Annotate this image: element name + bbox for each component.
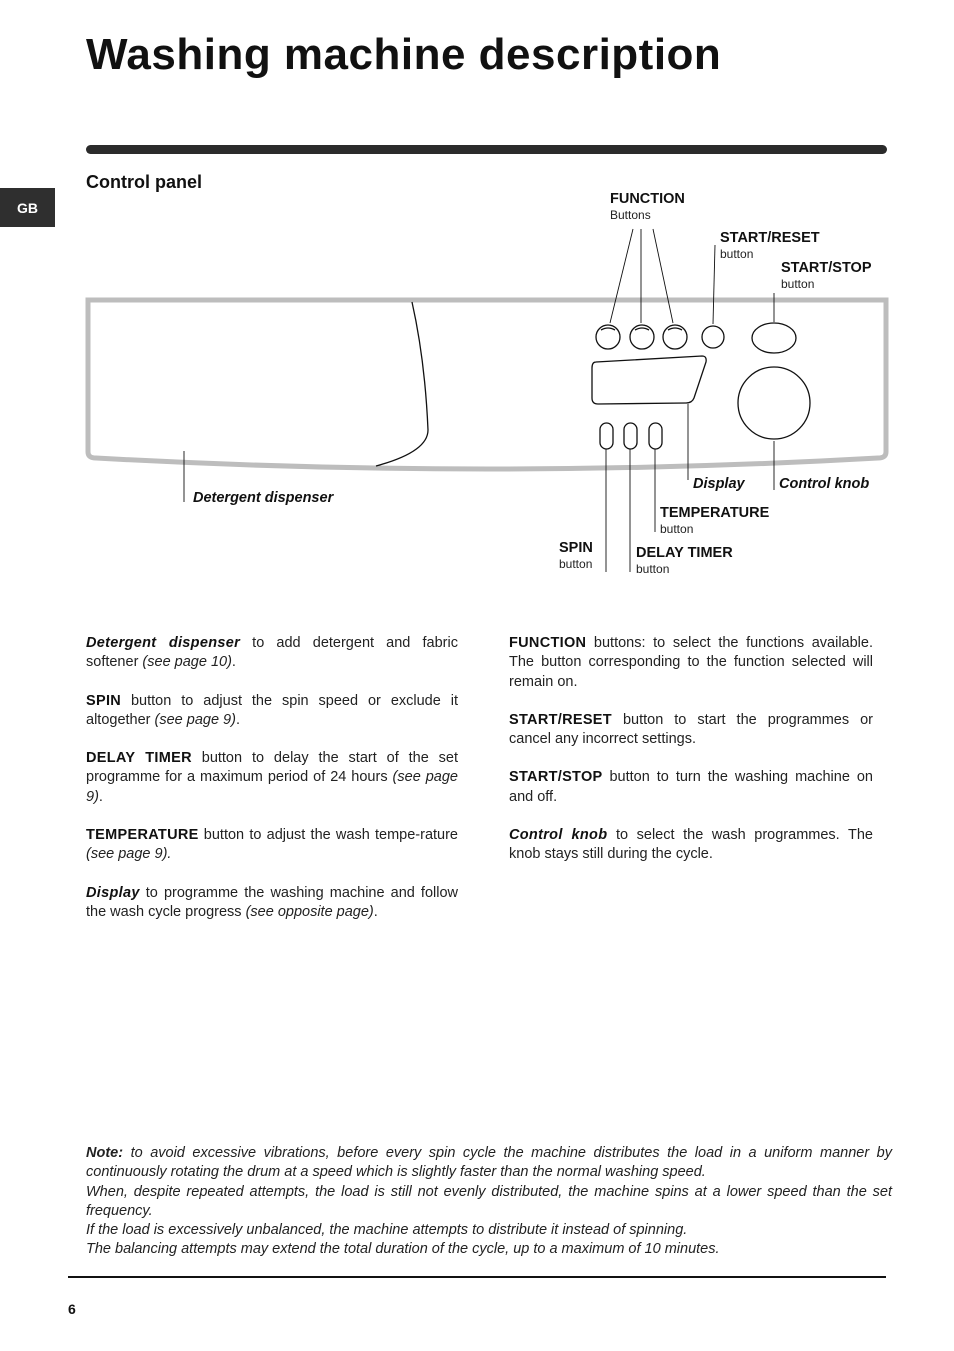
left-description-column [86, 634, 458, 941]
spin-label: SPIN [559, 540, 593, 556]
page-number: 6 [68, 1301, 76, 1317]
language-tab: GB [0, 188, 55, 227]
spin-sublabel: button [559, 557, 593, 571]
start-reset-button [702, 326, 724, 348]
display-label: Display [693, 476, 745, 492]
detergent-dispenser-label: Detergent dispenser [193, 490, 334, 506]
desc-display: Display to programme the washing machine and follow the wash cycle progress (see opposite page). [86, 884, 458, 920]
desc-temperature: TEMPERATURE button to adjust the wash tempe-rature (see page 9). [86, 827, 458, 863]
desc-detergent: Detergent dispenser to add detergent and fabric softener (see page 10). [86, 635, 458, 671]
note-line-2: When, despite repeated attempts, the load is still not evenly distributed, the machine spins at a lower speed than the set frequency. [86, 1183, 892, 1219]
control-knob [738, 367, 810, 439]
note-label: Note: [86, 1145, 124, 1161]
desc-start-stop: START/STOP button to turn the washing machine on and off. [509, 769, 873, 805]
control-panel-diagram [0, 0, 954, 600]
temperature-label: TEMPERATURE [660, 505, 770, 521]
start-stop-sublabel: button [781, 277, 815, 291]
function-label: FUNCTION [610, 191, 685, 207]
control-knob-label: Control knob [779, 476, 870, 492]
start-reset-label: START/RESET [720, 230, 820, 246]
start-stop-button [752, 323, 796, 353]
delay-timer-label: DELAY TIMER [636, 545, 733, 561]
function-sublabel: Buttons [610, 208, 651, 222]
page-title: Washing machine description [86, 30, 722, 79]
note-line-3: If the load is excessively unbalanced, the machine attempts to distribute it instead of spinning. [86, 1222, 688, 1239]
desc-control-knob: Control knob to select the wash programmes. The knob stays still during the cycle. [509, 827, 873, 863]
delay-timer-sublabel: button [636, 562, 670, 576]
note-line-1: Note: to avoid excessive vibrations, before every spin cycle the machine distributes the load in a uniform manner by continuously rotating the drum at a speed which is slightly faster than the normal washing speed. [86, 1145, 892, 1181]
display-window [592, 356, 706, 404]
desc-function: FUNCTION buttons: to select the functions available. The button corresponding to the function selected will remain on. [509, 635, 873, 690]
note-line-4: The balancing attempts may extend the total duration of the cycle, up to a maximum of 10 minutes. [86, 1241, 720, 1258]
detergent-dispenser-edge [376, 302, 428, 466]
desc-start-reset: START/RESET button to start the programmes or cancel any incorrect settings. [509, 711, 873, 748]
start-stop-label: START/STOP [781, 260, 872, 276]
desc-delay-timer: DELAY TIMER button to delay the start of the set programme for a maximum period of 24 hours (see page 9). [86, 750, 458, 805]
note-block [86, 1144, 892, 1260]
start-reset-sublabel: button [720, 247, 754, 261]
footer-rule [68, 1276, 886, 1278]
function-buttons [596, 325, 687, 349]
panel-outline [88, 300, 886, 469]
temperature-sublabel: button [660, 522, 694, 536]
desc-spin: SPIN button to adjust the spin speed or exclude it altogether (see page 9). [86, 692, 458, 728]
lower-buttons [600, 423, 662, 449]
section-title: Control panel [86, 172, 202, 192]
right-description-column [509, 634, 873, 884]
